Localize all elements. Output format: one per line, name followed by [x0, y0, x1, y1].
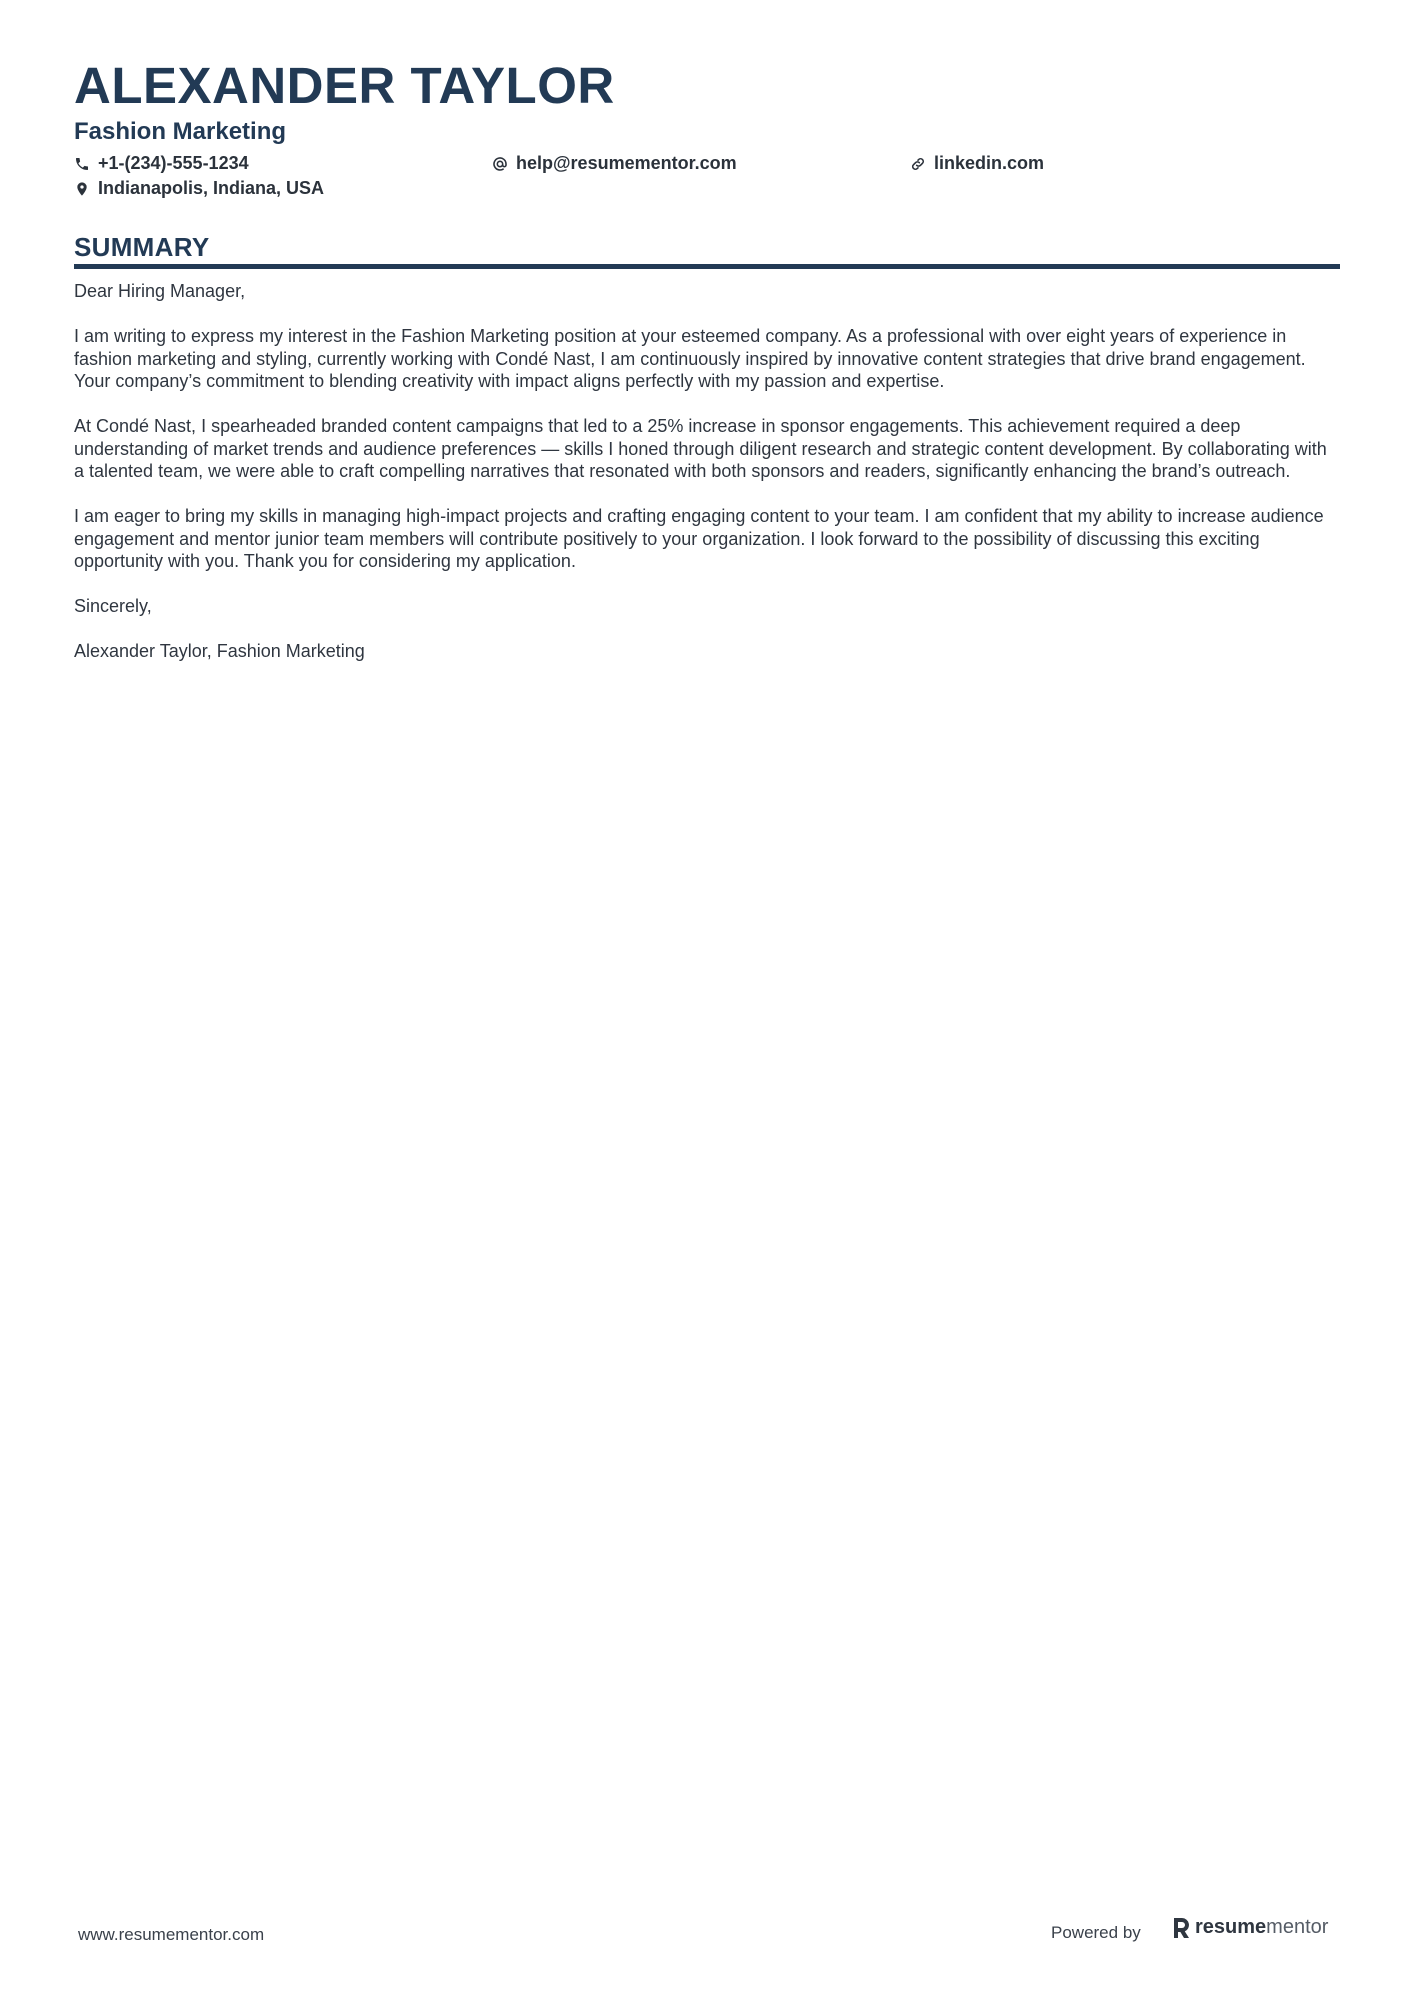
linkedin-text[interactable]: linkedin.com: [934, 153, 1045, 173]
phone-icon: [74, 156, 90, 172]
contact-location: [74, 178, 324, 199]
section-divider: [74, 264, 1340, 269]
phone-text: +1-(234)-555-1234: [98, 153, 249, 173]
paragraph: I am eager to bring my skills in managing high-impact projects and crafting engaging content to your team. I am confident that my ability to increase audience engagement and mentor junior team members will contribute positively to your organization. I look forward to the possibility of discussing this exciting opportunity with you. Thank you for considering my application.: [74, 506, 1324, 571]
paragraph: I am writing to express my interest in the Fashion Marketing position at your esteemed company. As a professional with over eight years of experience in fashion marketing and styling, currently working with Condé Nast, I am continuously inspired by innovative content strategies that drive brand engagement. Your company’s commitment to blending creativity with impact aligns perfectly with my passion and expertise.: [74, 326, 1306, 391]
brand-name-part2: mentor: [1266, 1916, 1329, 1938]
summary-heading: SUMMARY: [74, 232, 210, 262]
brand-name-part1: resume: [1195, 1916, 1267, 1938]
contact-phone: [74, 153, 249, 174]
summary-body: [74, 280, 1340, 685]
link-icon: [910, 156, 926, 172]
paragraph: At Condé Nast, I spearheaded branded content campaigns that led to a 25% increase in sponsor engagements. This achievement required a deep understanding of market trends and audience preferences — skills I honed through diligent research and strategic content development. By collaborating with a talented team, we were able to craft compelling narratives that resonated with both sponsors and readers, significantly enhancing the brand’s outreach.: [74, 416, 1327, 481]
candidate-name: ALEXANDER TAYLOR: [74, 57, 615, 114]
footer-url[interactable]: www.resumementor.com: [78, 1925, 265, 1944]
salutation: Dear Hiring Manager,: [74, 281, 246, 301]
contact-linkedin[interactable]: [910, 153, 1044, 174]
map-pin-icon: [74, 181, 90, 197]
powered-by-label: Powered by: [1051, 1923, 1141, 1942]
closing: Sincerely,: [74, 596, 152, 616]
brand-logo[interactable]: [1172, 1916, 1328, 1939]
location-text: Indianapolis, Indiana, USA: [98, 178, 325, 198]
contact-email[interactable]: [492, 153, 737, 174]
candidate-title: Fashion Marketing: [74, 118, 287, 145]
at-icon: [492, 156, 508, 172]
email-text[interactable]: help@resumementor.com: [516, 153, 737, 173]
resumementor-logo-icon: [1172, 1918, 1189, 1938]
signature: Alexander Taylor, Fashion Marketing: [74, 641, 365, 661]
